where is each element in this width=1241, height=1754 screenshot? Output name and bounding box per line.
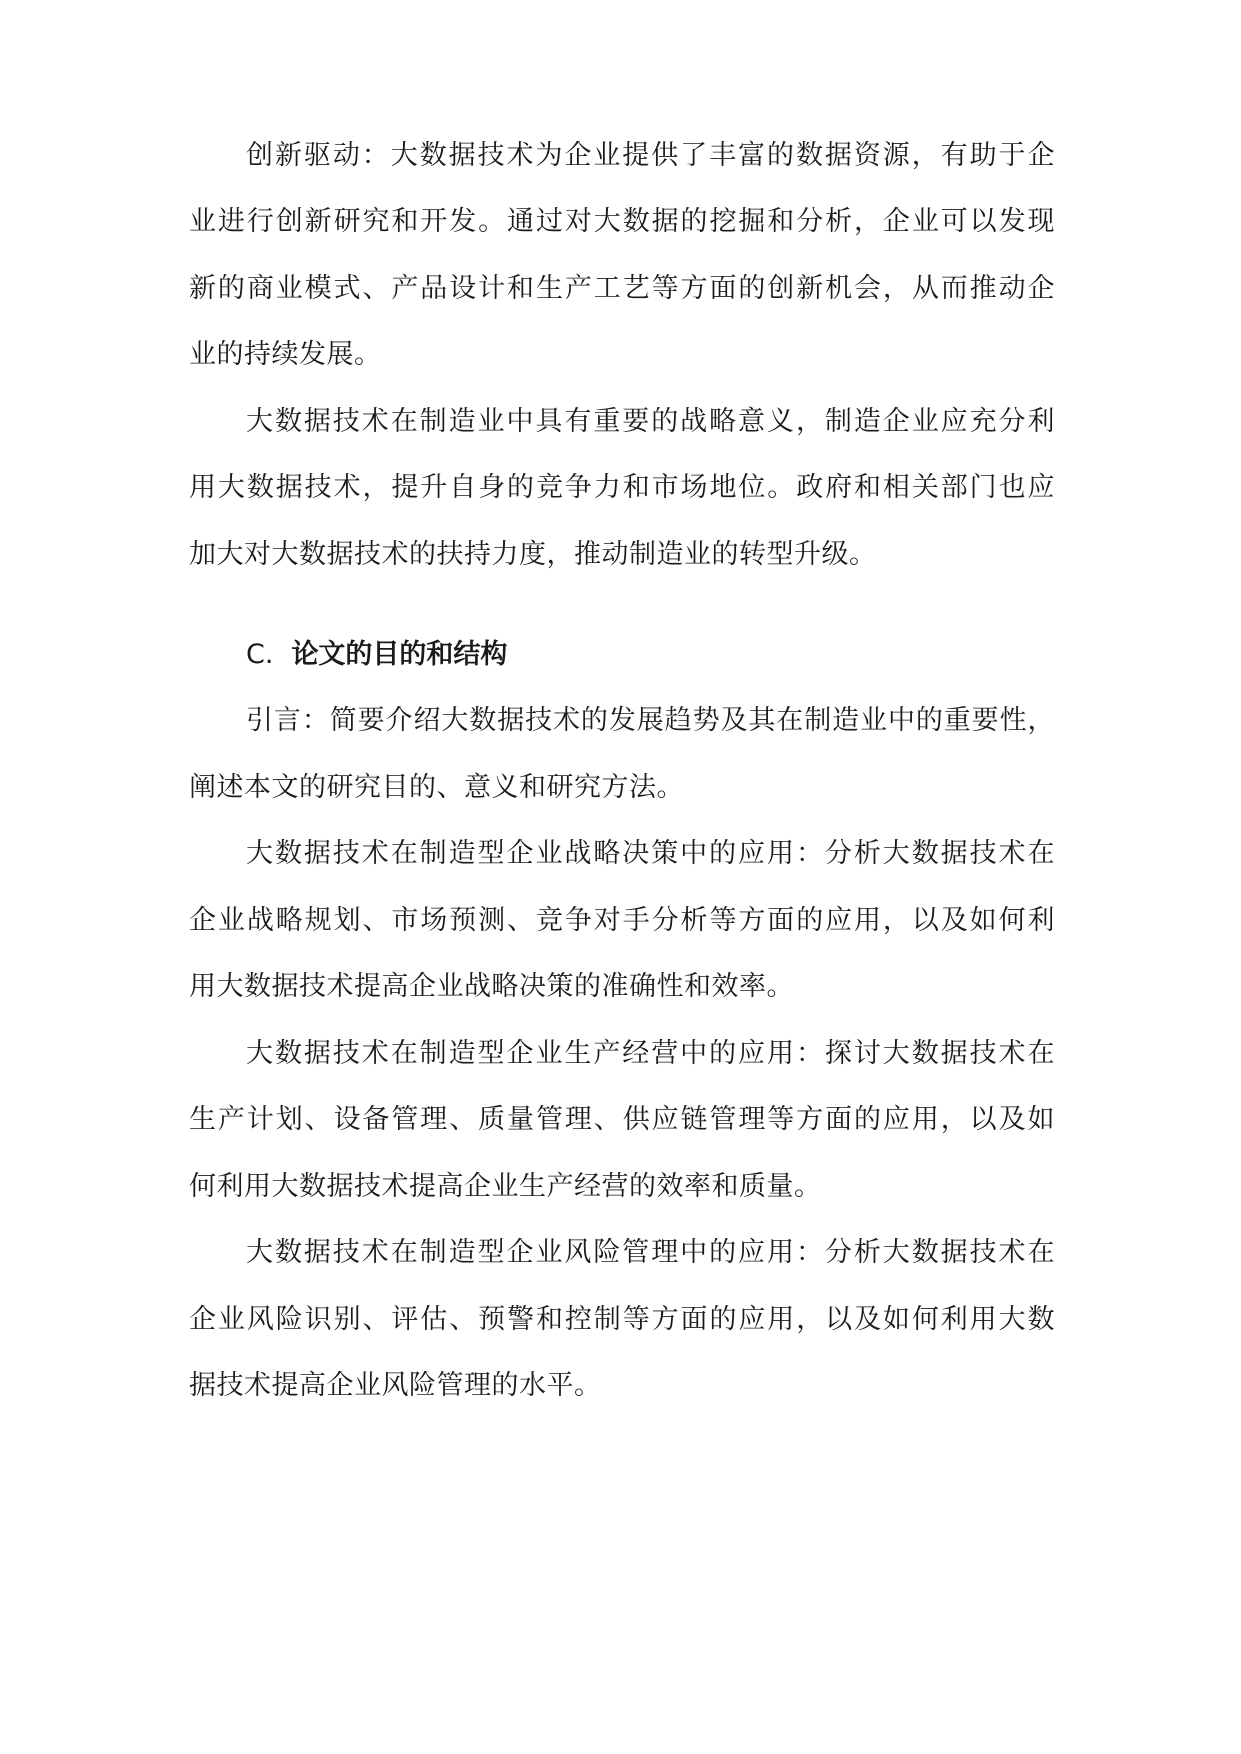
paragraph-line: 企业风险识别、评估、预警和控制等方面的应用，以及如何利用大数	[189, 1304, 1055, 1335]
paragraph-line: 新的商业模式、产品设计和生产工艺等方面的创新机会，从而推动企	[189, 273, 1055, 304]
paragraph-line: 用大数据技术提高企业战略决策的准确性和效率。	[189, 971, 794, 1002]
paragraph-line: 加大对大数据技术的扶持力度，推动制造业的转型升级。	[189, 539, 877, 570]
section-heading	[246, 637, 507, 673]
paragraph-line: 用大数据技术，提升自身的竞争力和市场地位。政府和相关部门也应	[189, 472, 1055, 503]
paragraph-line: 阐述本文的研究目的、意义和研究方法。	[189, 772, 684, 803]
paragraph-line: 大数据技术在制造型企业风险管理中的应用：分析大数据技术在	[246, 1237, 1055, 1268]
section-heading-title: 论文的目的和结构	[291, 639, 508, 670]
paragraph-line: 大数据技术在制造型企业生产经营中的应用：探讨大数据技术在	[246, 1038, 1055, 1069]
paragraph-line: 引言：简要介绍大数据技术的发展趋势及其在制造业中的重要性，	[246, 705, 1055, 736]
paragraph-line: 企业战略规划、市场预测、竞争对手分析等方面的应用，以及如何利	[189, 905, 1055, 936]
paragraph-line: 何利用大数据技术提高企业生产经营的效率和质量。	[189, 1171, 822, 1202]
paragraph-line: 业进行创新研究和开发。通过对大数据的挖掘和分析，企业可以发现	[189, 206, 1055, 237]
section-heading-marker: C.	[246, 639, 274, 670]
paragraph-line: 据技术提高企业风险管理的水平。	[189, 1370, 602, 1401]
paragraph-line: 大数据技术在制造业中具有重要的战略意义，制造企业应充分利	[246, 406, 1055, 437]
paragraph-line: 生产计划、设备管理、质量管理、供应链管理等方面的应用，以及如	[189, 1104, 1055, 1135]
paragraph-line: 大数据技术在制造型企业战略决策中的应用：分析大数据技术在	[246, 838, 1055, 869]
paragraph-line: 创新驱动：大数据技术为企业提供了丰富的数据资源，有助于企	[246, 140, 1055, 171]
paragraph-line: 业的持续发展。	[189, 339, 382, 370]
